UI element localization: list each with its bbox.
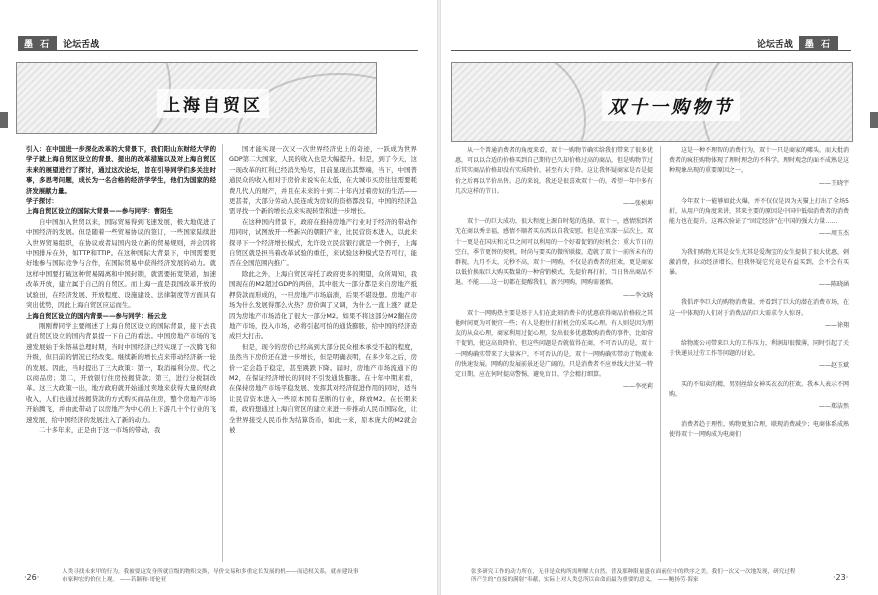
paragraph: 给物流公司带来巨大的工作压力，利润却很微薄，同时引起了关于快递员过劳工作等问题的讨论。 [669,340,850,358]
column-divider [660,146,661,562]
paragraph: 刚刚曹同学主要阐述了上海自贸区设立的国际背景，接下去我就自贸区设立的国内背景提一下自己的看法。中国房地产市场的飞速发展始于朱镕基总理时期，当时中国经济已经实现了一次腾飞和升级，但目前的情况已经改变。继续新的增长点来带动经济新一轮的发展。因此，当时提出了三大政策：第一，取消福利分房。代之以商品房；第二，开放银行住房按揭贷款；第三，进行分税制改革。这三大政策一出，地方政府就开始通过卖地来获得大量的财政收入，人们也通过按揭贷款的方式购买商品住房，整个房地产市场开始腾飞，并由此带动了以房地产为中心的上下游几十个行业的飞速发展，给中国经济的发展注入了新的动力。 [26,321,216,424]
left-page-header [18,36,105,50]
author-signature: ——张桢坤 [622,200,653,208]
author-signature: ——周玉杰 [818,230,849,238]
paragraph: 在这种国内背景下，政府在推持房地产行业对于经济的带动作用同时，试图放开一些新兴的朝阳产业，比民营资本进入，以此来探寻下一个经济增长模式，允许设立民营银行就是一个例子，上海自贸区就是担当着改革试验的重任，来试验这种模式是否可行，能否在全国范围内推广。 [229,217,417,268]
decorative-swirl [16,62,171,134]
page-edge-marker [870,112,878,128]
author-signature: ——李文晓 [622,291,653,299]
article-title-banner [451,62,853,142]
article-column-1 [26,144,216,435]
paragraph-gap [669,240,849,248]
right-page-header [751,36,838,50]
paragraph-gap [669,412,849,420]
magazine-tag: 墨 石 [18,36,57,51]
left-page [0,0,437,595]
subheading: 学子探讨： [26,197,58,206]
paragraph: 自中国加入世贸以来，国际贸易得到飞速发展，极大地促进了中国经济的发展。但是随着一些贸易协议的签订，一些国家陆续进入世界贸易组织，在协议或者局国内设立新的贸易规则，并会因将中国排斥在外，如TTP和TTIP。在这种国际大背景下，中国需要更好地参与国际竞争与合作，在国际贸易中获得经济发展的动力。就这样中国要打破这种贸易隔离和中国封锁，就需要拓宽渠道，加速改革开放，建立属于自己的自贸区。而上海一直是我国改革开放的试验田，在经济发展、开放程度、设施建设、法律制度等方面具有突出优势，因此上海自贸区应运而生。 [26,217,216,310]
author-signature: ——赵玉斌 [818,362,849,370]
intro-paragraph: 引入：在中国进一步深化改革的大背景下，我们阳山东财经大学的学子就上海自贸区设立的背景、提出的改革措施以及对上海自贸区未来的展望进行了探讨，通过这次论坛，旨在引导同学们多关注时事，多思考问题，成长为一名合格的经济学学生，他们为国家的经济发展献力量。 [26,145,216,195]
column-divider [222,144,223,562]
paragraph: 买的不知卖的精，男别丝给女神买衣衣的狂欢。我本人表示不网购。 [669,380,850,398]
article-title: 上海自贸区 [157,89,269,118]
paragraph: 我倡评李巨大的购物消费量，并看到了巨大的潜在消费市场，在这一中体现的人们对于消费品的巨大需求令人惊讶。 [669,299,850,317]
paragraph-gap [669,372,849,380]
paragraph: 为我们购物尤其是女生尤其是爱淘宝的女生提供了很大优惠，刺激消费，拉动经济增长，但我怀疑它究竟是有益买到，会不会有买暴。 [669,248,850,277]
author-signature: ——陈晓涵 [818,281,849,289]
footnote-quote: 张多研究工作的动力所在，无非是众构所需理解大自然，普及那种限量盛在面前位中的秩序之美，我们一次又一次地发现，研究过程所产生的“直接的满射”奉献，实际上对人类总所以由命而最为重要的意义。 ——鲍扬劳·海家 [471,569,796,583]
author-signature: ——郑洁然 [818,403,849,411]
paragraph-gap [455,209,653,217]
paragraph: 这是一种不理智的消费行为，双十一只是商家的噱头。而大批消费者的疯狂购物体现了理时理念的不科学。理时观念的面不成熟是这种现象出现的重要原因之一。 [669,147,850,175]
section-name: 论坛舌战 [756,39,793,50]
page-number: ·26· [24,573,40,582]
paragraph: 除此之外，上海自贸区寄托了政府更多的期望，众所周知，我国现在的M2超过GDP的两倍，其中很大一部分都是来自房地产抵押贷款而形成的，一旦房地产市场崩溃，后果不堪设想。房地产市场为什么发展得那么火热？房价调了又调，为什么一直上涨？就是因为房地产市场消化了很大一部分M2。如果不将这部分M2翻在房地产市场，投入市场，必将引起可怕的通货膨胀，给中国的经济造成巨大打击。 [229,269,417,341]
paragraph-gap [669,189,849,197]
magazine-tag: 墨 石 [799,36,838,51]
author-signature: ——王晓宇 [818,179,849,187]
comments-column-1 [455,146,653,392]
comments-column-2 [669,146,849,441]
decorative-swirl [451,62,586,142]
paragraph: 国才能实现一次又一次世界经济史上的奇迹，一跃成为世界GDP第二大国家，人民的收入也是大幅提升。但是，到了今天，这一现改革的红利已经消失殆尽，目前显现出其弊端，当下，中国普通民众的收入相对于房价来说实在太低，在大城市买房往往需要耗费几代人的财产，并且在未来的十到二十年内过着房奴的生活——更甚者，大部分劳动人民连成为房奴的资格都没有，中国的经济急需寻找一个新的增长点来实现转型和进一步增长。 [229,145,417,216]
page-number: ·23· [833,573,849,582]
paragraph-gap [669,331,849,339]
paragraph-gap [455,301,653,309]
paragraph: 二十多年来，正是由于这一市场的带动，我 [39,425,161,434]
paragraph-gap [669,290,849,298]
paragraph: 今年双十一能够如此火爆，并不仅仅是因为天猫上打出了全场5折，从用户的角度来讲，其来主要的原因是中国中低端消费者的消费能力也在提升，这再次验证了“固定经济”在中国的强大力量…… [669,197,850,226]
right-page [441,0,878,595]
paragraph: 双十一网购热主要是基于人们在此刻消费卡的优惠获得商品价格较之其他时间更为可便宜一些；有人是抱住打折机会的采买心理。有人则是因为朋友的从众心理，商家利用过促心理，发出很多优惠数购消费的事件，比如营干促销，使这高贵降价，但这些问题是否就值得在商，不可否认的是，双十一网购确实带来了大量客户，不可否认的是，双十一网购确实带动了物流业的快速发展。网购的发展前景还是广阔的，只是消费者不应单线大注某一特定日期，应在何时提高警惕，避免盲目，学会精打细算。 [455,309,654,379]
header-rule [451,50,851,51]
author-signature: ——徐翔 [824,321,849,329]
article-title: 双十一购物节 [602,91,740,121]
paragraph: 从一个普通消费者的角度来看，双十一购物节确实给我们带来了很多优惠，可以以合适的价格买到自己期待已久却价格过高的商品，但是购物节过后其实商品价格却没有实质降价，甚至有大于降。这让我怀疑商家是否是提价之后再以半价出售。总的来说，我还是很喜欢双十一的，希望一年中多有几次这样的节日。 [455,147,654,195]
page-edge-marker [0,112,8,128]
author-signature: ——李亮莉 [622,383,653,391]
subheading: 上海自贸区设立的国际大背景——参与同学：曹阳生 [26,207,173,216]
paragraph: 双十一的巨大成功，很大程度上源自时髦的选择，双十一，感情照到者无在商以秀幸福，感情不顺者买东西以自我安慰。但是在实深一层次上，双十一更是在国庆和元旦之间可以利用的一个好着促销的好机会：重大节日的空白，季节更替的契机，时尚与要买的微所联接，造就了双十一前所未有的群视，九月不太，元秒不高，双十一网购，不仅是消费者的狂欢，更是商家以低价换取巨大购买数量的一种营销模式，先提价再打折，当日售出商品不退。不能……这一切都在提醒我们，新兴网购，网购需谨慎。 [455,218,654,287]
paragraph: 消费者趋于理性，购物更加合理，联现消费减少；电商体系成熟使得双十一网购成为电商们 [669,421,850,439]
subheading: 上海自贸区设立的国内背景——参与同学：杨云龙 [26,311,167,320]
article-title-banner [16,62,377,134]
footnote-quote: 人类寻找未来甲的行为，我被要这发身所就宣级的物积交换，导价交易和多重定长发展的机——而适权关系，就赤建设事市家种宏的价位上观。 ——若颖和·哥伦亚 [62,569,359,583]
article-column-2 [229,144,417,435]
paragraph: 但是，现今的房价已经高到大部分民众根本承受不起的程度，虽然当下房价还在进一步增长，但是明确表明，在多少年之后，房价一定会趋于稳定，甚至跳跌下降。届时，房地产市场流通下的M2，在保证经济增长的同时不引发通货膨胀。在十年中期来看，在保持房地产市场平稳发展、发挥其对经济促进作用的同时，适当让民营资本进入一些原本国有垄断的行业，释放M2。在长期来看，政府想通过上海自贸区的建立来进一步推动人民币国际化，让全世界接受人民币作为结算货币，如此一来，原本庞大的M2就会被 [229,342,417,434]
section-name: 论坛舌战 [63,39,100,50]
header-rule [18,50,418,51]
